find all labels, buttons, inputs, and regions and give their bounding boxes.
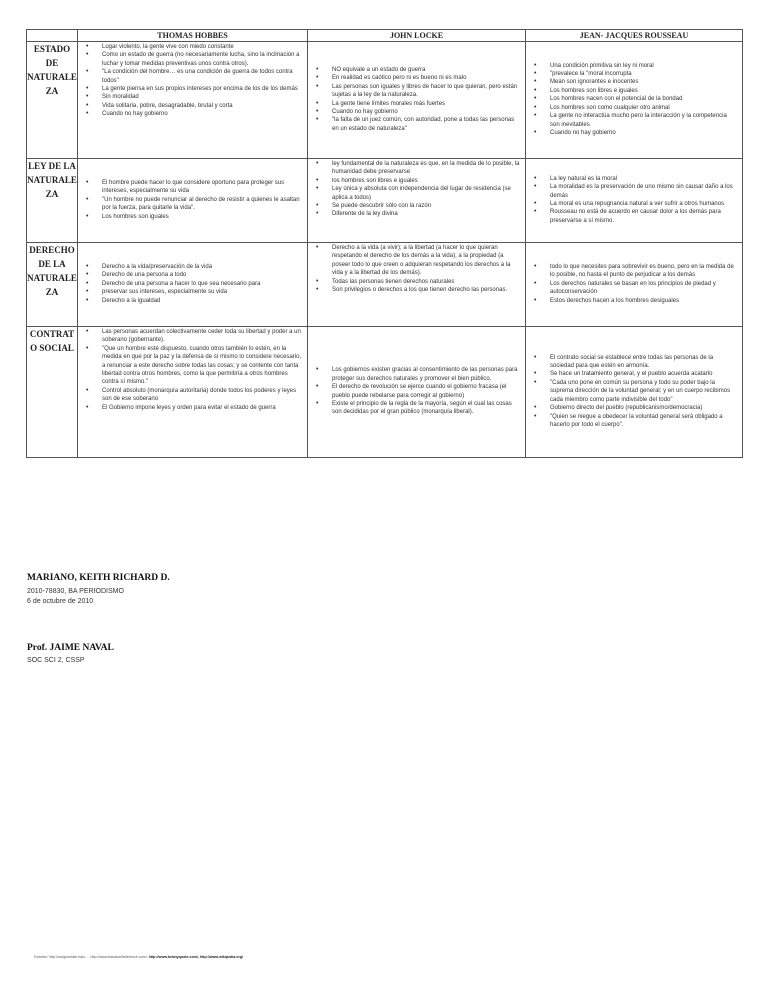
list-item: • Derecho de una persona a hacer lo que sea necesario para xyxy=(82,280,303,288)
bullet-list xyxy=(526,262,742,307)
cell-hobbes-derecho xyxy=(78,243,308,327)
row-label-derecho-de-la-naturaleza: DERECHO DE LA NATURALE ZA xyxy=(27,243,78,327)
list-item: • Los gobiernos existen gracias al consentimiento de las personas para proteger sus derechos naturales y promover el bien público. xyxy=(312,366,521,383)
list-item: • Rousseau no está de acuerdo en causar dolor a los demás para preservarse a sí mismo. xyxy=(530,208,738,225)
table-row xyxy=(27,42,743,159)
sources-prefix: Fuentes: http://oregonstate.edu/…, http://www.blackwellreference.com/, xyxy=(34,955,149,959)
bullet-list xyxy=(526,353,742,432)
header-locke: JOHN LOCKE xyxy=(308,30,526,42)
list-item: • "la falta de un juez común, con autoridad, pone a todas las personas en un estado de naturaleza" xyxy=(312,116,521,133)
bullet-list xyxy=(308,243,525,296)
list-item: • Las personas acuerdan colectivamente ceder toda su libertad y poder a un soberano (gobernante). xyxy=(82,328,303,345)
list-item: • "Cada uno pone en común su persona y todo su poder bajo la suprema dirección de la voluntad general; y en un cuerpo recibimos cada miembro como parte indivisible del todo" xyxy=(530,379,738,404)
table-row xyxy=(27,327,743,458)
list-item: • Las personas son iguales y libres de hacer lo que quieran, pero están sujetas a la ley de la naturaleza. xyxy=(312,83,521,100)
list-item: • "prevalece la "moral incorrupta xyxy=(530,70,738,78)
bullet-list xyxy=(308,365,525,418)
list-item: • Derecho a la igualdad xyxy=(82,297,303,305)
list-item: • preservar sus intereses, especialmente su vida xyxy=(82,288,303,296)
list-item: • Cuando no hay gobierno xyxy=(312,108,521,116)
list-item: • Como un estado de guerra (no necesariamente lucha, sino la inclinación a luchar y tomar medidas preventivas unos contra otros). xyxy=(82,51,303,68)
cell-rousseau-derecho xyxy=(526,243,743,327)
cell-rousseau-contrato xyxy=(526,327,743,458)
list-item: • Diferente de la ley divina xyxy=(312,210,521,218)
list-item: • Estos derechos hacen a los hombres desiguales xyxy=(530,297,738,305)
cell-rousseau-ley xyxy=(526,159,743,243)
list-item: • Vida solitaria, pobre, desagradable, brutal y corta xyxy=(82,102,303,110)
list-item: • El hombre puede hacer lo que considere oportuno para proteger sus intereses, especialmente su vida xyxy=(82,179,303,196)
bullet-list xyxy=(526,174,742,227)
list-item: • "La condición del hombre… es una condición de guerra de todos contra todos" xyxy=(82,68,303,85)
list-item: • los hombres son libres e iguales xyxy=(312,177,521,185)
table-row xyxy=(27,159,743,243)
list-item: • Se puede descubrir sólo con la razón xyxy=(312,202,521,210)
sources-footer xyxy=(34,955,243,959)
list-item: • Existe el principio de la regla de la mayoría, según el cual las cosas son decididas por el gran público (monarquía liberal). xyxy=(312,400,521,417)
author-date: 6 de octubre de 2010 xyxy=(27,598,94,605)
list-item: • Control absoluto (monarquía autoritaria) donde todos los poderes y leyes son de ese soberano xyxy=(82,387,303,404)
list-item: • La moral es una repugnancia natural a ver sufrir a otros humanos xyxy=(530,200,738,208)
list-item: • La gente piensa en sus propios intereses por encima de los de los demás xyxy=(82,85,303,93)
list-item: • Los hombres son como cualquier otro animal xyxy=(530,104,738,112)
cell-locke-contrato xyxy=(308,327,526,458)
cell-locke-ley xyxy=(308,159,526,243)
list-item: • Sin moralidad xyxy=(82,93,303,101)
list-item: • Lugar violento, la gente vive con miedo constante xyxy=(82,43,303,51)
row-label-contrato-social: CONTRAT O SOCIAL xyxy=(27,327,78,458)
header-rousseau: JEAN- JACQUES ROUSSEAU xyxy=(526,30,743,42)
header-empty-cell xyxy=(27,30,78,42)
bullet-list xyxy=(78,42,307,121)
list-item: • Son privilegios o derechos a los que tienen derecho las personas. xyxy=(312,286,521,294)
course-code: SOC SCI 2, CSSP xyxy=(27,657,85,664)
cell-hobbes-ley xyxy=(78,159,308,243)
list-item: • El derecho de revolución se ejerce cuando el gobierno fracasa (el pueblo puede rebelarse para corregir al gobierno) xyxy=(312,383,521,400)
bullet-list xyxy=(308,159,525,221)
professor-name: Prof. JAIME NAVAL xyxy=(27,643,114,653)
list-item: • Todas las personas tienen derechos naturales xyxy=(312,278,521,286)
bullet-list xyxy=(78,178,307,223)
list-item: • "Que un hombre esté dispuesto, cuando otros también lo estén, en la medida en que por la paz y la defensa de sí mismo lo considere necesario, a renunciar a este derecho sobre todas las cosas; y se contente con tanta libertad contra otros hombres, como la que permitiría a otros hombres contra sí mismo." xyxy=(82,345,303,387)
list-item: • Ley única y absoluta con independencia del lugar de residencia (se aplica a todos) xyxy=(312,185,521,202)
bullet-list xyxy=(526,61,742,140)
row-label-ley-de-la-naturaleza: LEY DE LA NATURALE ZA xyxy=(27,159,78,243)
list-item: • Derecho a la vida (a vivir); a la libertad (a hacer lo que quieran respetando el derecho de los demás a la vida); a la propiedad (a poseer todo lo que creen o adquieran respetando los derechos a la vida y a la libertad de los demás). xyxy=(312,244,521,278)
list-item: • Mean son ignorantes e inocentes xyxy=(530,78,738,86)
bullet-list xyxy=(308,65,525,135)
list-item: • El Gobierno impone leyes y orden para evitar el estado de guerra xyxy=(82,404,303,412)
list-item: • ley fundamental de la naturaleza es que, en la medida de lo posible, la humanidad debe preservarse xyxy=(312,160,521,177)
list-item: • La ley natural es la moral xyxy=(530,175,738,183)
cell-locke-derecho xyxy=(308,243,526,327)
table-header-row xyxy=(27,30,743,42)
table-row xyxy=(27,243,743,327)
list-item: • Gobierno directo del pueblo (republicanismo/democracia) xyxy=(530,404,738,412)
cell-hobbes-estado xyxy=(78,42,308,159)
list-item: • NO equivale a un estado de guerra xyxy=(312,66,521,74)
header-hobbes: THOMAS HOBBES xyxy=(78,30,308,42)
list-item: • Cuando no hay gobierno xyxy=(82,110,303,118)
list-item: • Cuando no hay gobierno xyxy=(530,129,738,137)
cell-hobbes-contrato xyxy=(78,327,308,458)
list-item: • La gente no interactúa mucho pero la interacción y la competencia son inevitables xyxy=(530,112,738,129)
list-item: • El contrato social se establece entre todas las personas de la sociedad para que estén en armonía. xyxy=(530,354,738,371)
list-item: • Una condición primitiva sin ley ni moral xyxy=(530,62,738,70)
list-item: • todo lo que necesites para sobrevivir es bueno, pero en la medida de lo posible, no hasta el punto de perjudicar a los demás xyxy=(530,263,738,280)
list-item: • Derecho a la vida/preservación de la vida xyxy=(82,263,303,271)
list-item: • "Un hombre no puede renunciar al derecho de resistir a quienes le asaltan por la fuerza, para quitarle la vida". xyxy=(82,196,303,213)
list-item: • Los hombres son iguales xyxy=(82,213,303,221)
cell-rousseau-estado xyxy=(526,42,743,159)
cell-locke-estado xyxy=(308,42,526,159)
list-item: • Derecho de una persona a todo xyxy=(82,271,303,279)
author-name: MARIANO, KEITH RICHARD D. xyxy=(27,573,170,583)
list-item: • Se hace un tratamiento general, y el pueblo acuerda acatarlo xyxy=(530,370,738,378)
list-item: • "Quien se niegue a obedecer la voluntad general será obligado a hacerlo por todo el cuerpo". xyxy=(530,413,738,430)
list-item: • La gente tiene límites morales más fuertes xyxy=(312,100,521,108)
author-id-program: 2010-78830, BA PERIODISMO xyxy=(27,588,124,595)
bullet-list xyxy=(78,327,307,414)
list-item: • En realidad es caótico pero ni es bueno ni es malo xyxy=(312,74,521,82)
list-item: • Los derechos naturales se basan en los principios de piedad y autoconservación xyxy=(530,280,738,297)
list-item: • Los hombres son libres e iguales xyxy=(530,87,738,95)
bullet-list xyxy=(78,262,307,307)
list-item: • La moralidad es la preservación de uno mismo sin causar daño a los demás xyxy=(530,183,738,200)
list-item: • Los hombres nacen con el potencial de la bondad xyxy=(530,95,738,103)
row-label-estado-de-naturaleza: ESTADO DE NATURALE ZA xyxy=(27,42,78,159)
comparison-table xyxy=(26,29,743,458)
sources-links: http://www.brainyquote.com/, http://www.wikipedia.org/ xyxy=(148,955,244,959)
